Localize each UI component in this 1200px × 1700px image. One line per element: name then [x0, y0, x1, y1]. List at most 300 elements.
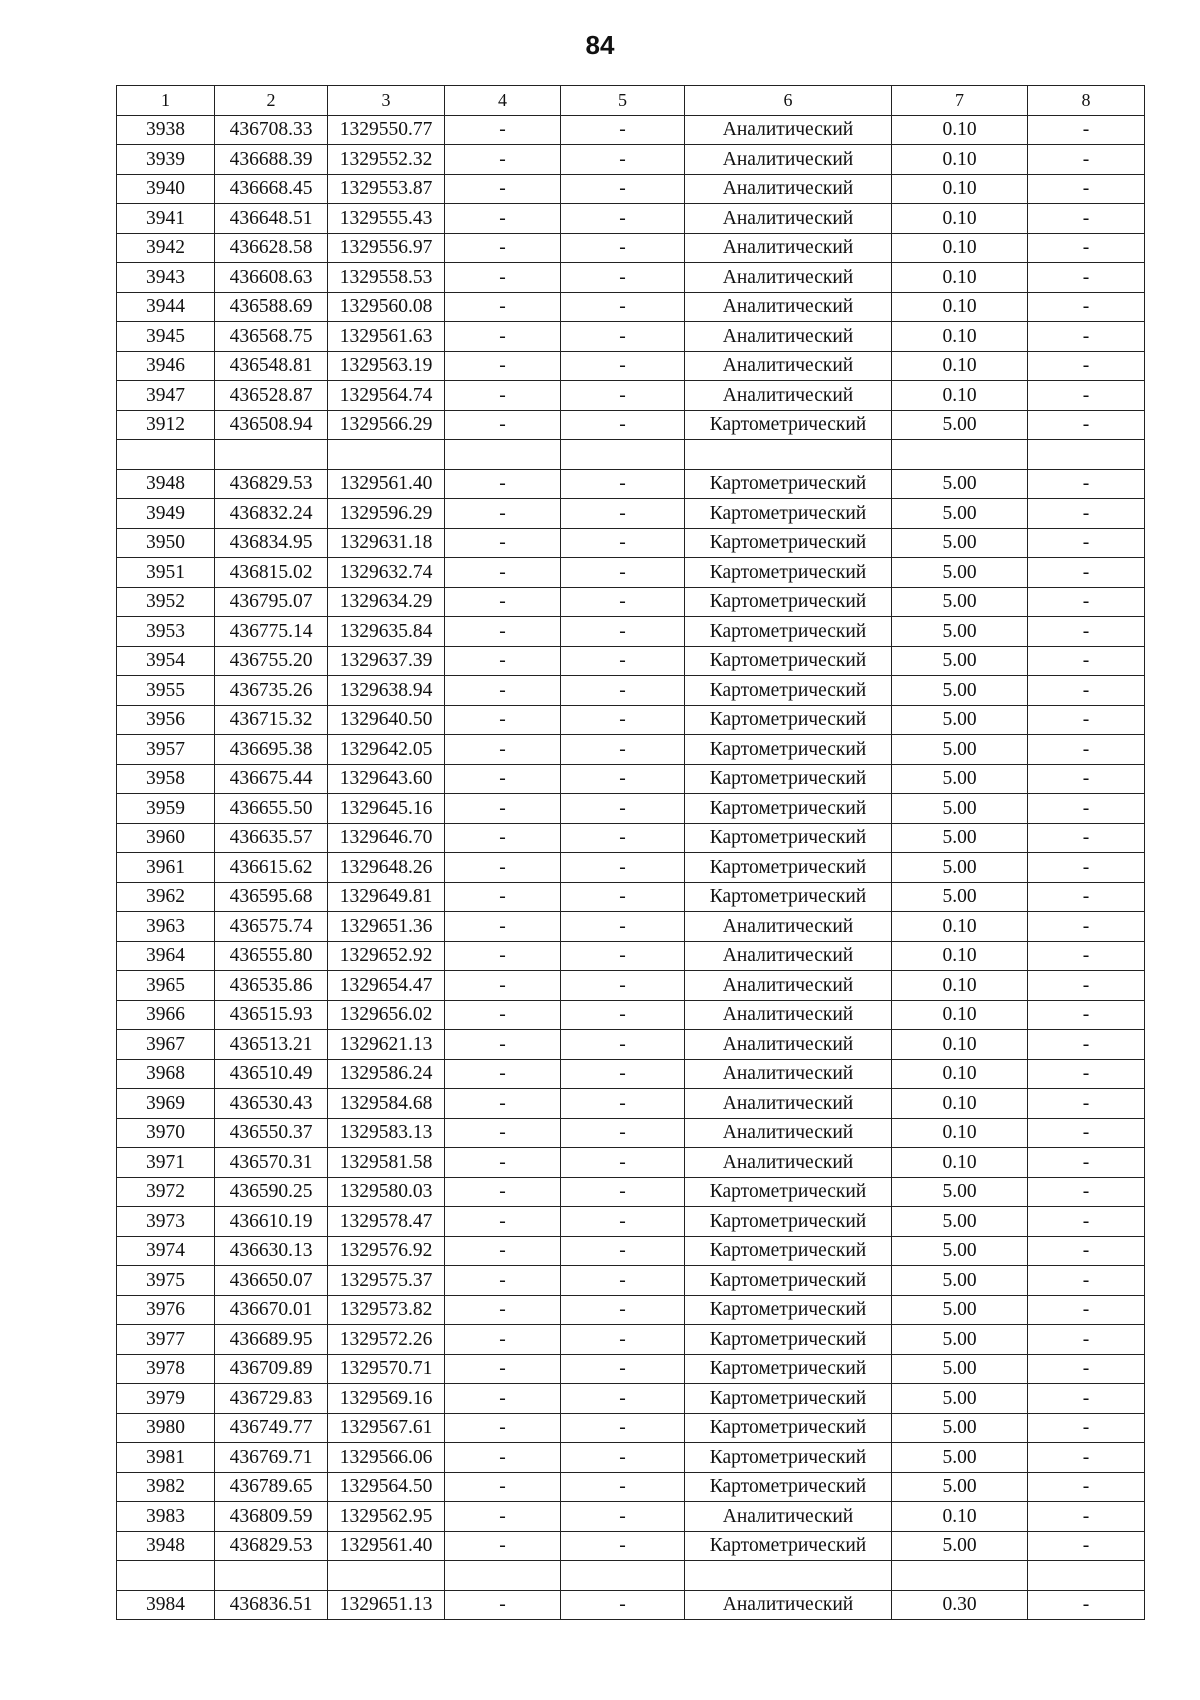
table-row	[117, 1089, 1145, 1119]
table-row	[117, 351, 1145, 381]
table-cell: 3944	[117, 292, 215, 322]
table-row	[117, 469, 1145, 499]
table-cell: -	[561, 676, 685, 706]
table-cell: 436615.62	[215, 853, 328, 883]
table-cell: 1329552.32	[328, 145, 445, 175]
table-cell: 5.00	[892, 1413, 1028, 1443]
table-cell: Картометрический	[685, 1384, 892, 1414]
table-cell: 5.00	[892, 646, 1028, 676]
table-cell: Картометрический	[685, 1325, 892, 1355]
table-cell: -	[561, 1472, 685, 1502]
table-cell: Аналитический	[685, 1118, 892, 1148]
table-cell: -	[561, 1118, 685, 1148]
table-cell: -	[561, 558, 685, 588]
table-cell: 5.00	[892, 558, 1028, 588]
table-cell: -	[445, 145, 561, 175]
table-cell: 1329637.39	[328, 646, 445, 676]
table-cell	[445, 440, 561, 470]
table-cell: -	[561, 292, 685, 322]
table-cell: -	[561, 1236, 685, 1266]
table-cell: 3949	[117, 499, 215, 529]
table-row	[117, 1059, 1145, 1089]
table-cell: 5.00	[892, 705, 1028, 735]
table-cell: -	[1028, 381, 1145, 411]
table-cell: 3964	[117, 941, 215, 971]
table-cell: -	[445, 735, 561, 765]
table-cell: -	[561, 646, 685, 676]
table-cell: -	[561, 1148, 685, 1178]
table-row	[117, 1177, 1145, 1207]
table-cell: 3946	[117, 351, 215, 381]
table-cell: -	[561, 174, 685, 204]
table-cell: Картометрический	[685, 1295, 892, 1325]
table-cell: Аналитический	[685, 263, 892, 293]
table-row	[117, 1384, 1145, 1414]
table-cell: 3981	[117, 1443, 215, 1473]
table-cell: 1329656.02	[328, 1000, 445, 1030]
table-cell: 5.00	[892, 587, 1028, 617]
table-cell: Картометрический	[685, 676, 892, 706]
table-cell: Картометрический	[685, 1266, 892, 1296]
table-cell: -	[445, 292, 561, 322]
table-cell: 436829.53	[215, 1531, 328, 1561]
table-row	[117, 499, 1145, 529]
table-cell: -	[561, 882, 685, 912]
table-cell: 436608.63	[215, 263, 328, 293]
table-cell: 1329560.08	[328, 292, 445, 322]
table-cell: 5.00	[892, 1177, 1028, 1207]
column-header: 2	[215, 86, 328, 116]
table-cell: 436528.87	[215, 381, 328, 411]
table-cell: -	[561, 322, 685, 352]
table-cell: -	[445, 1000, 561, 1030]
table-cell: 0.10	[892, 145, 1028, 175]
table-cell: -	[445, 1266, 561, 1296]
table-cell: 3948	[117, 469, 215, 499]
table-cell: Картометрический	[685, 764, 892, 794]
table-cell: -	[1028, 558, 1145, 588]
table-cell: -	[445, 1148, 561, 1178]
table-row	[117, 292, 1145, 322]
table-cell: Картометрический	[685, 823, 892, 853]
table-cell: 1329572.26	[328, 1325, 445, 1355]
table-cell	[328, 440, 445, 470]
table-cell: -	[445, 499, 561, 529]
table-cell: 3967	[117, 1030, 215, 1060]
table-cell: 436530.43	[215, 1089, 328, 1119]
table-cell: -	[445, 1472, 561, 1502]
table-cell: -	[1028, 351, 1145, 381]
table-cell: Аналитический	[685, 174, 892, 204]
table-row	[117, 1295, 1145, 1325]
table-cell: 1329621.13	[328, 1030, 445, 1060]
table-cell	[117, 1561, 215, 1591]
table-cell: 1329576.92	[328, 1236, 445, 1266]
table-cell: -	[445, 263, 561, 293]
table-cell: -	[445, 174, 561, 204]
table-cell: -	[445, 1177, 561, 1207]
table-cell: Картометрический	[685, 882, 892, 912]
table-cell: Картометрический	[685, 469, 892, 499]
table-cell: Аналитический	[685, 115, 892, 145]
table-cell: 436555.80	[215, 941, 328, 971]
table-row	[117, 1354, 1145, 1384]
table-cell: 1329570.71	[328, 1354, 445, 1384]
table-cell: 5.00	[892, 528, 1028, 558]
table-cell: 436595.68	[215, 882, 328, 912]
table-row	[117, 941, 1145, 971]
table-cell: 1329561.63	[328, 322, 445, 352]
table-cell: 3942	[117, 233, 215, 263]
table-cell: -	[1028, 587, 1145, 617]
table-cell: -	[561, 735, 685, 765]
table-cell: 436715.32	[215, 705, 328, 735]
table-cell: 5.00	[892, 794, 1028, 824]
table-cell: 436510.49	[215, 1059, 328, 1089]
table-cell: -	[561, 587, 685, 617]
table-row	[117, 204, 1145, 234]
table-cell: -	[445, 115, 561, 145]
table-cell: -	[561, 1443, 685, 1473]
table-cell: -	[1028, 1236, 1145, 1266]
table-cell: Аналитический	[685, 1059, 892, 1089]
table-cell: 1329640.50	[328, 705, 445, 735]
table-cell: Картометрический	[685, 1413, 892, 1443]
table-row	[117, 410, 1145, 440]
table-cell: -	[561, 469, 685, 499]
table-cell: -	[561, 1059, 685, 1089]
table-row	[117, 1472, 1145, 1502]
table-cell: -	[445, 204, 561, 234]
table-cell: -	[561, 410, 685, 440]
table-cell: 1329564.74	[328, 381, 445, 411]
table-cell: -	[561, 1000, 685, 1030]
table-cell: -	[445, 587, 561, 617]
table-cell: 5.00	[892, 1266, 1028, 1296]
table-cell: -	[445, 1207, 561, 1237]
table-row	[117, 1413, 1145, 1443]
table-cell: -	[445, 912, 561, 942]
table-cell: -	[445, 1059, 561, 1089]
table-cell: Аналитический	[685, 1089, 892, 1119]
blank-separator-row	[117, 440, 1145, 470]
table-cell: Картометрический	[685, 1236, 892, 1266]
table-cell: 436708.33	[215, 115, 328, 145]
table-row	[117, 1000, 1145, 1030]
table-cell: 1329553.87	[328, 174, 445, 204]
table-cell: Аналитический	[685, 1000, 892, 1030]
table-cell: 1329566.06	[328, 1443, 445, 1473]
table-cell: -	[445, 469, 561, 499]
table-cell: 436789.65	[215, 1472, 328, 1502]
table-cell: 436515.93	[215, 1000, 328, 1030]
table-cell: Аналитический	[685, 941, 892, 971]
table-cell: 1329558.53	[328, 263, 445, 293]
table-row	[117, 233, 1145, 263]
table-cell: -	[445, 381, 561, 411]
column-header: 6	[685, 86, 892, 116]
table-cell: -	[445, 853, 561, 883]
table-cell: Аналитический	[685, 322, 892, 352]
table-cell: -	[1028, 735, 1145, 765]
table-cell: -	[445, 794, 561, 824]
table-cell: 5.00	[892, 1207, 1028, 1237]
table-cell: 436729.83	[215, 1384, 328, 1414]
table-cell: 3974	[117, 1236, 215, 1266]
table-cell: -	[561, 1531, 685, 1561]
table-cell: -	[1028, 1413, 1145, 1443]
table-cell	[685, 440, 892, 470]
table-cell: 3972	[117, 1177, 215, 1207]
table-cell: -	[561, 381, 685, 411]
table-body	[117, 115, 1145, 1620]
table-cell: 5.00	[892, 1443, 1028, 1473]
table-cell: -	[561, 1590, 685, 1620]
table-cell: -	[561, 1325, 685, 1355]
table-cell: 1329566.29	[328, 410, 445, 440]
table-cell: 5.00	[892, 1472, 1028, 1502]
table-cell: 0.10	[892, 1000, 1028, 1030]
table-cell: -	[445, 1295, 561, 1325]
table-cell: -	[1028, 1177, 1145, 1207]
table-cell: 0.10	[892, 263, 1028, 293]
table-cell: -	[1028, 115, 1145, 145]
table-cell: 436755.20	[215, 646, 328, 676]
table-cell: 5.00	[892, 1384, 1028, 1414]
table-cell: 1329642.05	[328, 735, 445, 765]
table-cell: 1329648.26	[328, 853, 445, 883]
table-cell: -	[561, 1413, 685, 1443]
table-cell: 5.00	[892, 617, 1028, 647]
table-cell: -	[561, 617, 685, 647]
table-cell: 1329586.24	[328, 1059, 445, 1089]
table-cell: 436709.89	[215, 1354, 328, 1384]
table-cell: -	[1028, 705, 1145, 735]
table-cell: 1329556.97	[328, 233, 445, 263]
table-cell: 0.10	[892, 971, 1028, 1001]
table-cell: 3950	[117, 528, 215, 558]
table-cell: 3957	[117, 735, 215, 765]
table-cell: -	[1028, 1443, 1145, 1473]
table-cell: 3984	[117, 1590, 215, 1620]
table-cell: 436575.74	[215, 912, 328, 942]
table-cell: 1329631.18	[328, 528, 445, 558]
table-cell: 3954	[117, 646, 215, 676]
table-cell: 436836.51	[215, 1590, 328, 1620]
table-cell: 1329643.60	[328, 764, 445, 794]
table-cell: 436568.75	[215, 322, 328, 352]
table-cell: -	[561, 115, 685, 145]
table-cell: -	[561, 971, 685, 1001]
column-header: 1	[117, 86, 215, 116]
table-cell: 436668.45	[215, 174, 328, 204]
table-cell: 436670.01	[215, 1295, 328, 1325]
table-cell: -	[561, 941, 685, 971]
table-row	[117, 971, 1145, 1001]
table-cell: 436550.37	[215, 1118, 328, 1148]
table-cell: -	[1028, 1148, 1145, 1178]
table-cell: -	[1028, 1089, 1145, 1119]
table-row	[117, 1531, 1145, 1561]
table-cell: 436648.51	[215, 204, 328, 234]
table-cell: -	[561, 1354, 685, 1384]
table-cell: 5.00	[892, 882, 1028, 912]
table-cell: 3983	[117, 1502, 215, 1532]
table-cell: 3956	[117, 705, 215, 735]
table-cell: 3965	[117, 971, 215, 1001]
table-cell: -	[445, 1590, 561, 1620]
table-cell: 3947	[117, 381, 215, 411]
table-cell: 436675.44	[215, 764, 328, 794]
table-cell: 3973	[117, 1207, 215, 1237]
table-cell: 0.10	[892, 292, 1028, 322]
table-row	[117, 145, 1145, 175]
table-cell: Картометрический	[685, 1443, 892, 1473]
table-row	[117, 764, 1145, 794]
table-cell	[892, 1561, 1028, 1591]
table-row	[117, 1266, 1145, 1296]
table-cell: 3945	[117, 322, 215, 352]
table-cell: -	[561, 912, 685, 942]
table-cell: 1329635.84	[328, 617, 445, 647]
table-cell: Аналитический	[685, 233, 892, 263]
table-cell: 436508.94	[215, 410, 328, 440]
table-cell: -	[1028, 882, 1145, 912]
table-cell: Аналитический	[685, 971, 892, 1001]
table-cell: -	[1028, 646, 1145, 676]
table-cell: Картометрический	[685, 705, 892, 735]
table-cell: -	[1028, 233, 1145, 263]
table-cell: 3962	[117, 882, 215, 912]
table-cell: Аналитический	[685, 351, 892, 381]
table-cell: -	[445, 322, 561, 352]
table-cell: Картометрический	[685, 853, 892, 883]
table-cell: 3958	[117, 764, 215, 794]
table-cell: Картометрический	[685, 528, 892, 558]
table-cell: -	[561, 528, 685, 558]
table-cell: 0.10	[892, 115, 1028, 145]
table-cell: 0.10	[892, 1089, 1028, 1119]
table-cell: 1329561.40	[328, 469, 445, 499]
table-cell: Картометрический	[685, 646, 892, 676]
table-cell: -	[561, 499, 685, 529]
table-cell: 3971	[117, 1148, 215, 1178]
table-cell: -	[1028, 1118, 1145, 1148]
table-cell	[117, 440, 215, 470]
table-cell: -	[1028, 1000, 1145, 1030]
table-cell	[892, 440, 1028, 470]
table-cell: Картометрический	[685, 410, 892, 440]
table-cell: 3960	[117, 823, 215, 853]
table-cell: Картометрический	[685, 1177, 892, 1207]
table-cell: 5.00	[892, 410, 1028, 440]
table-cell: -	[445, 1531, 561, 1561]
table-cell: -	[1028, 1354, 1145, 1384]
table-cell: -	[1028, 1531, 1145, 1561]
table-cell: -	[445, 1502, 561, 1532]
table-cell: -	[1028, 322, 1145, 352]
table-cell: 436834.95	[215, 528, 328, 558]
table-cell: -	[1028, 764, 1145, 794]
table-cell	[1028, 440, 1145, 470]
table-cell: 5.00	[892, 853, 1028, 883]
column-header: 8	[1028, 86, 1145, 116]
table-row	[117, 322, 1145, 352]
table-row	[117, 1030, 1145, 1060]
table-cell: -	[445, 1384, 561, 1414]
table-row	[117, 381, 1145, 411]
table-cell: 436548.81	[215, 351, 328, 381]
table-cell: -	[445, 617, 561, 647]
table-cell: -	[1028, 204, 1145, 234]
table-cell: Картометрический	[685, 587, 892, 617]
table-cell: 3975	[117, 1266, 215, 1296]
table-cell	[1028, 1561, 1145, 1591]
table-cell: 3969	[117, 1089, 215, 1119]
table-cell: -	[1028, 410, 1145, 440]
table-cell	[445, 1561, 561, 1591]
table-cell: 3943	[117, 263, 215, 293]
table-cell: 1329569.16	[328, 1384, 445, 1414]
table-cell: 3977	[117, 1325, 215, 1355]
table-cell: 3961	[117, 853, 215, 883]
table-cell: 5.00	[892, 1325, 1028, 1355]
table-row	[117, 676, 1145, 706]
table-cell: 1329651.36	[328, 912, 445, 942]
table-cell: -	[1028, 617, 1145, 647]
table-cell: -	[1028, 174, 1145, 204]
table-cell: 0.10	[892, 204, 1028, 234]
table-cell: -	[561, 351, 685, 381]
table-cell: 5.00	[892, 735, 1028, 765]
table-cell: 3948	[117, 1531, 215, 1561]
table-cell: -	[445, 1354, 561, 1384]
table-cell: 1329584.68	[328, 1089, 445, 1119]
table-cell: 3968	[117, 1059, 215, 1089]
table-cell: 5.00	[892, 823, 1028, 853]
table-cell: -	[445, 528, 561, 558]
table-cell: 1329581.58	[328, 1148, 445, 1178]
table-cell: -	[445, 971, 561, 1001]
table-cell: -	[445, 351, 561, 381]
table-cell: 0.30	[892, 1590, 1028, 1620]
table-row	[117, 1502, 1145, 1532]
table-cell: -	[445, 764, 561, 794]
table-cell: -	[1028, 676, 1145, 706]
table-cell: 3955	[117, 676, 215, 706]
table-cell: 5.00	[892, 1295, 1028, 1325]
table-cell: 436535.86	[215, 971, 328, 1001]
table-cell: 436588.69	[215, 292, 328, 322]
table-row	[117, 587, 1145, 617]
table-cell: -	[1028, 1590, 1145, 1620]
table-cell: 5.00	[892, 499, 1028, 529]
table-row	[117, 705, 1145, 735]
table-cell: -	[445, 233, 561, 263]
table-row	[117, 912, 1145, 942]
table-cell: -	[561, 1207, 685, 1237]
table-cell: -	[445, 1413, 561, 1443]
table-cell: -	[1028, 1030, 1145, 1060]
table-cell: 0.10	[892, 1118, 1028, 1148]
table-cell: 3912	[117, 410, 215, 440]
table-cell: 5.00	[892, 764, 1028, 794]
table-cell: Аналитический	[685, 912, 892, 942]
table-cell: Аналитический	[685, 1030, 892, 1060]
table-cell: 1329651.13	[328, 1590, 445, 1620]
table-cell: Аналитический	[685, 292, 892, 322]
table-row	[117, 1118, 1145, 1148]
